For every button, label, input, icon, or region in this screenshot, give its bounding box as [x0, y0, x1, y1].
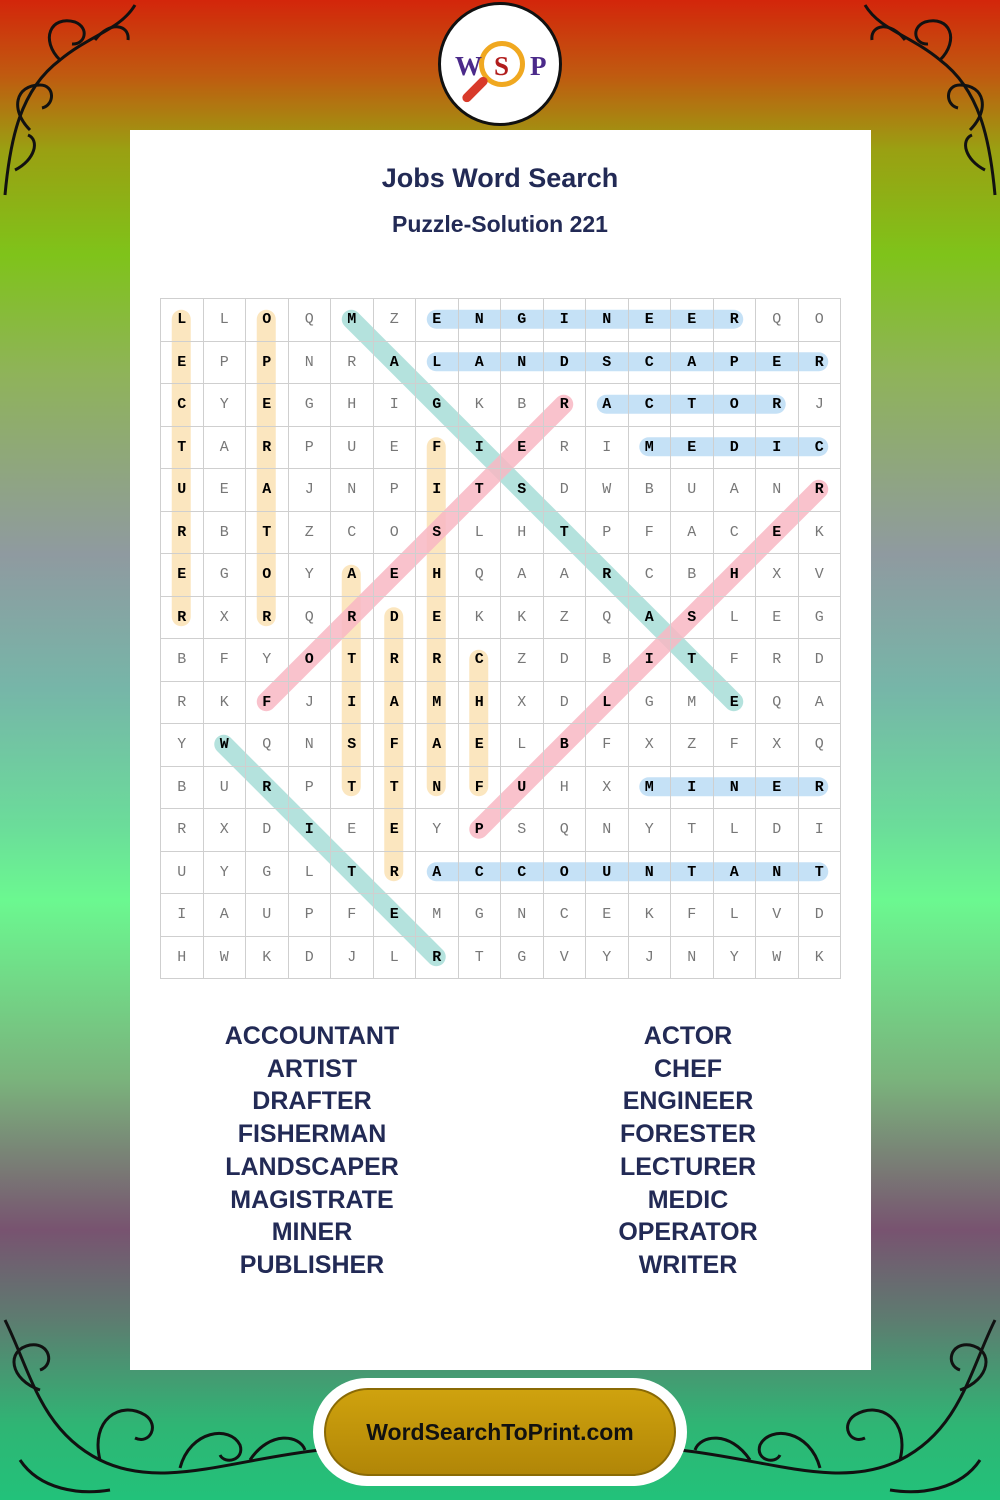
- grid-cell[interactable]: Q: [289, 597, 332, 640]
- grid-cell[interactable]: E: [671, 299, 714, 342]
- grid-cell[interactable]: T: [246, 512, 289, 555]
- grid-cell[interactable]: I: [374, 384, 417, 427]
- grid-cell[interactable]: E: [416, 299, 459, 342]
- grid-cell[interactable]: K: [459, 597, 502, 640]
- grid-cell[interactable]: N: [416, 767, 459, 810]
- grid-cell[interactable]: P: [374, 469, 417, 512]
- word-list-item: OPERATOR: [618, 1218, 758, 1247]
- word-list-item: FORESTER: [619, 1120, 757, 1149]
- grid-cell[interactable]: T: [161, 427, 204, 470]
- grid-cell[interactable]: Z: [671, 724, 714, 767]
- grid-cell[interactable]: O: [246, 554, 289, 597]
- grid-cell[interactable]: V: [756, 894, 799, 937]
- grid-cell[interactable]: K: [459, 384, 502, 427]
- grid-cell[interactable]: T: [331, 852, 374, 895]
- word-list-item: LANDSCAPER: [225, 1152, 399, 1181]
- grid-cell[interactable]: F: [459, 767, 502, 810]
- grid-cell[interactable]: A: [331, 554, 374, 597]
- grid-cell[interactable]: R: [416, 937, 459, 980]
- grid-cell[interactable]: E: [501, 427, 544, 470]
- grid-cell[interactable]: Q: [289, 299, 332, 342]
- grid-cell[interactable]: F: [586, 724, 629, 767]
- grid-cell[interactable]: V: [544, 937, 587, 980]
- grid-cell[interactable]: U: [246, 894, 289, 937]
- grid-cell[interactable]: E: [756, 512, 799, 555]
- grid-cell[interactable]: B: [671, 554, 714, 597]
- grid-cell[interactable]: R: [374, 639, 417, 682]
- grid-cell[interactable]: O: [289, 639, 332, 682]
- grid-cell[interactable]: U: [501, 767, 544, 810]
- grid-cell[interactable]: M: [671, 682, 714, 725]
- grid-cell[interactable]: K: [501, 597, 544, 640]
- word-list-right: [538, 1020, 838, 1282]
- grid-cell[interactable]: E: [756, 767, 799, 810]
- grid-cell[interactable]: X: [629, 724, 672, 767]
- grid-cell[interactable]: E: [459, 724, 502, 767]
- grid-cell[interactable]: B: [544, 724, 587, 767]
- grid-cell[interactable]: I: [289, 809, 332, 852]
- grid-cell[interactable]: Z: [501, 639, 544, 682]
- grid-cell[interactable]: A: [714, 469, 757, 512]
- grid-cell[interactable]: O: [544, 852, 587, 895]
- grid-cell[interactable]: G: [799, 597, 842, 640]
- grid-cell[interactable]: L: [289, 852, 332, 895]
- grid-cell[interactable]: E: [374, 427, 417, 470]
- grid-cell[interactable]: A: [544, 554, 587, 597]
- grid-cell[interactable]: U: [161, 469, 204, 512]
- grid-cell[interactable]: U: [586, 852, 629, 895]
- grid-cell[interactable]: P: [289, 767, 332, 810]
- grid-cell[interactable]: E: [416, 597, 459, 640]
- grid-cell[interactable]: L: [374, 937, 417, 980]
- grid-cell[interactable]: N: [289, 342, 332, 385]
- grid-cell[interactable]: C: [459, 852, 502, 895]
- grid-cell[interactable]: L: [586, 682, 629, 725]
- grid-cell[interactable]: E: [246, 384, 289, 427]
- grid-cell[interactable]: R: [331, 342, 374, 385]
- word-list-item: PUBLISHER: [239, 1250, 385, 1279]
- grid-cell[interactable]: P: [289, 894, 332, 937]
- grid-cell[interactable]: M: [416, 894, 459, 937]
- grid-cell[interactable]: A: [459, 342, 502, 385]
- grid-cell[interactable]: N: [586, 809, 629, 852]
- grid-cell[interactable]: U: [331, 427, 374, 470]
- grid-cell[interactable]: H: [416, 554, 459, 597]
- grid-cell[interactable]: E: [756, 342, 799, 385]
- grid-cell[interactable]: F: [629, 512, 672, 555]
- grid-cell[interactable]: Y: [161, 724, 204, 767]
- grid-cell[interactable]: N: [756, 852, 799, 895]
- grid-cell[interactable]: P: [204, 342, 247, 385]
- grid-cell[interactable]: E: [756, 597, 799, 640]
- grid-cell[interactable]: E: [374, 554, 417, 597]
- grid-cell[interactable]: D: [289, 937, 332, 980]
- grid-cell[interactable]: Q: [799, 724, 842, 767]
- grid-cell[interactable]: X: [756, 724, 799, 767]
- word-list-item: MINER: [271, 1218, 353, 1247]
- grid-cell[interactable]: E: [629, 299, 672, 342]
- grid-cell[interactable]: T: [671, 384, 714, 427]
- grid-cell[interactable]: A: [374, 682, 417, 725]
- grid-cell[interactable]: Y: [629, 809, 672, 852]
- grid-cell[interactable]: D: [544, 469, 587, 512]
- grid-cell[interactable]: H: [714, 554, 757, 597]
- grid-cell[interactable]: J: [799, 384, 842, 427]
- grid-cell[interactable]: G: [289, 384, 332, 427]
- grid-cell[interactable]: N: [459, 299, 502, 342]
- grid-cell[interactable]: D: [544, 342, 587, 385]
- grid-cell[interactable]: T: [459, 937, 502, 980]
- grid-cell[interactable]: J: [289, 469, 332, 512]
- word-list-item: FISHERMAN: [237, 1120, 387, 1149]
- puzzle-title: Jobs Word Search: [381, 163, 619, 193]
- grid-cell[interactable]: W: [756, 937, 799, 980]
- grid-cell[interactable]: A: [204, 427, 247, 470]
- grid-cell[interactable]: K: [246, 937, 289, 980]
- grid-cell[interactable]: O: [799, 299, 842, 342]
- grid-cell[interactable]: A: [501, 554, 544, 597]
- grid-cell[interactable]: C: [544, 894, 587, 937]
- grid-cell[interactable]: K: [799, 512, 842, 555]
- word-list-left: [162, 1020, 462, 1282]
- grid-cell[interactable]: I: [586, 427, 629, 470]
- wsp-logo: [438, 2, 562, 126]
- grid-cell[interactable]: R: [161, 512, 204, 555]
- grid-cell[interactable]: Q: [459, 554, 502, 597]
- grid-cell[interactable]: I: [756, 427, 799, 470]
- grid-cell[interactable]: Y: [416, 809, 459, 852]
- grid-cell[interactable]: Q: [544, 809, 587, 852]
- grid-cell[interactable]: I: [544, 299, 587, 342]
- grid-cell[interactable]: P: [459, 809, 502, 852]
- grid-cell[interactable]: D: [799, 639, 842, 682]
- grid-cell[interactable]: F: [331, 894, 374, 937]
- word-list-item: ARTIST: [266, 1054, 358, 1083]
- grid-cell[interactable]: R: [586, 554, 629, 597]
- grid-cell[interactable]: E: [714, 682, 757, 725]
- grid-cell[interactable]: N: [714, 767, 757, 810]
- grid-cell[interactable]: I: [416, 469, 459, 512]
- grid-cell[interactable]: C: [161, 384, 204, 427]
- grid-cell[interactable]: A: [714, 852, 757, 895]
- grid-cell[interactable]: A: [416, 724, 459, 767]
- grid-cell[interactable]: Y: [246, 639, 289, 682]
- grid-cell[interactable]: F: [246, 682, 289, 725]
- grid-cell[interactable]: O: [374, 512, 417, 555]
- grid-cell[interactable]: M: [416, 682, 459, 725]
- grid-cell[interactable]: S: [501, 809, 544, 852]
- grid-cell[interactable]: K: [799, 937, 842, 980]
- grid-cell[interactable]: E: [161, 554, 204, 597]
- grid-cell[interactable]: R: [799, 469, 842, 512]
- grid-cell[interactable]: M: [331, 299, 374, 342]
- grid-cell[interactable]: F: [714, 724, 757, 767]
- word-list-item: LECTURER: [619, 1152, 757, 1181]
- grid-cell[interactable]: R: [246, 767, 289, 810]
- grid-cell[interactable]: I: [799, 809, 842, 852]
- grid-cell[interactable]: C: [459, 639, 502, 682]
- word-list-item: MEDIC: [647, 1185, 729, 1214]
- logo-letter-p: P: [530, 51, 547, 81]
- grid-cell[interactable]: I: [459, 427, 502, 470]
- grid-cell[interactable]: B: [629, 469, 672, 512]
- grid-cell[interactable]: C: [714, 512, 757, 555]
- grid-cell[interactable]: F: [671, 894, 714, 937]
- grid-cell[interactable]: R: [161, 597, 204, 640]
- grid-cell[interactable]: C: [799, 427, 842, 470]
- grid-cell[interactable]: E: [671, 427, 714, 470]
- grid-cell[interactable]: E: [204, 469, 247, 512]
- grid-cell[interactable]: N: [629, 852, 672, 895]
- grid-cell[interactable]: R: [374, 852, 417, 895]
- grid-cell[interactable]: R: [246, 597, 289, 640]
- grid-cell[interactable]: C: [331, 512, 374, 555]
- logo-letter-s: S: [494, 51, 510, 81]
- grid-cell[interactable]: X: [501, 682, 544, 725]
- grid-cell[interactable]: C: [501, 852, 544, 895]
- grid-cell[interactable]: G: [501, 937, 544, 980]
- grid-cell[interactable]: P: [246, 342, 289, 385]
- grid-cell[interactable]: B: [161, 639, 204, 682]
- grid-cell[interactable]: A: [374, 342, 417, 385]
- grid-cell[interactable]: B: [501, 384, 544, 427]
- grid-cell[interactable]: D: [544, 682, 587, 725]
- grid-cell[interactable]: Q: [246, 724, 289, 767]
- grid-cell[interactable]: L: [714, 894, 757, 937]
- word-list-item: ENGINEER: [622, 1087, 754, 1116]
- grid-cell[interactable]: T: [459, 469, 502, 512]
- grid-cell[interactable]: R: [714, 299, 757, 342]
- grid-cell[interactable]: I: [671, 767, 714, 810]
- grid-cell[interactable]: R: [544, 427, 587, 470]
- grid-cell[interactable]: K: [629, 894, 672, 937]
- grid-cell[interactable]: D: [544, 639, 587, 682]
- grid-cell[interactable]: V: [799, 554, 842, 597]
- grid-cell[interactable]: C: [629, 384, 672, 427]
- grid-cell[interactable]: E: [374, 809, 417, 852]
- grid-cell[interactable]: D: [714, 427, 757, 470]
- grid-cell[interactable]: F: [374, 724, 417, 767]
- grid-cell[interactable]: A: [246, 469, 289, 512]
- grid-cell[interactable]: B: [204, 512, 247, 555]
- grid-cell[interactable]: G: [416, 384, 459, 427]
- grid-cell[interactable]: N: [586, 299, 629, 342]
- grid-cell[interactable]: S: [501, 469, 544, 512]
- grid-cell[interactable]: T: [544, 512, 587, 555]
- grid-cell[interactable]: R: [416, 639, 459, 682]
- grid-cell[interactable]: X: [756, 554, 799, 597]
- grid-cell[interactable]: A: [416, 852, 459, 895]
- word-list-item: WRITER: [638, 1250, 738, 1279]
- grid-cell[interactable]: L: [714, 597, 757, 640]
- grid-cell[interactable]: T: [331, 639, 374, 682]
- grid-cell[interactable]: N: [289, 724, 332, 767]
- grid-cell[interactable]: A: [586, 384, 629, 427]
- grid-cell[interactable]: G: [501, 299, 544, 342]
- grid-cell[interactable]: N: [331, 469, 374, 512]
- grid-cell[interactable]: K: [204, 682, 247, 725]
- grid-cell[interactable]: P: [586, 512, 629, 555]
- grid-cell[interactable]: U: [204, 767, 247, 810]
- grid-cell[interactable]: N: [501, 894, 544, 937]
- grid-cell[interactable]: S: [586, 342, 629, 385]
- grid-cell[interactable]: A: [671, 342, 714, 385]
- grid-cell[interactable]: T: [331, 767, 374, 810]
- grid-cell[interactable]: W: [204, 724, 247, 767]
- grid-cell[interactable]: Y: [204, 384, 247, 427]
- word-list-item: ACCOUNTANT: [224, 1022, 400, 1050]
- grid-cell[interactable]: B: [586, 639, 629, 682]
- grid-cell[interactable]: N: [501, 342, 544, 385]
- grid-cell[interactable]: U: [161, 852, 204, 895]
- grid-cell[interactable]: P: [289, 427, 332, 470]
- grid-cell[interactable]: E: [331, 809, 374, 852]
- grid-cell[interactable]: I: [331, 682, 374, 725]
- grid-cell[interactable]: G: [629, 682, 672, 725]
- grid-cell[interactable]: X: [204, 809, 247, 852]
- grid-cell[interactable]: C: [629, 554, 672, 597]
- grid-cell[interactable]: J: [289, 682, 332, 725]
- grid-cell[interactable]: T: [671, 639, 714, 682]
- grid-cell[interactable]: R: [246, 427, 289, 470]
- grid-cell[interactable]: Y: [586, 937, 629, 980]
- grid-cell[interactable]: D: [799, 894, 842, 937]
- grid-cell[interactable]: I: [629, 639, 672, 682]
- grid-cell[interactable]: O: [714, 384, 757, 427]
- grid-cell[interactable]: L: [416, 342, 459, 385]
- grid-cell[interactable]: C: [629, 342, 672, 385]
- grid-cell[interactable]: R: [799, 342, 842, 385]
- website-link-button[interactable]: WordSearchToPrint.com: [324, 1388, 676, 1476]
- grid-cell[interactable]: D: [374, 597, 417, 640]
- word-list-item: MAGISTRATE: [230, 1185, 394, 1214]
- grid-cell[interactable]: G: [204, 554, 247, 597]
- grid-cell[interactable]: S: [671, 597, 714, 640]
- word-list-item: DRAFTER: [252, 1087, 372, 1116]
- puzzle-subtitle: Puzzle-Solution 221: [392, 211, 608, 237]
- grid-cell[interactable]: N: [671, 937, 714, 980]
- grid-cell[interactable]: H: [544, 767, 587, 810]
- grid-cell[interactable]: F: [714, 639, 757, 682]
- grid-cell[interactable]: T: [374, 767, 417, 810]
- grid-cell[interactable]: A: [671, 512, 714, 555]
- grid-cell[interactable]: Y: [289, 554, 332, 597]
- grid-cell[interactable]: Q: [756, 299, 799, 342]
- letter-grid: [160, 298, 841, 979]
- grid-cell[interactable]: H: [331, 384, 374, 427]
- grid-cell[interactable]: L: [501, 724, 544, 767]
- grid-cell[interactable]: P: [714, 342, 757, 385]
- grid-cell[interactable]: R: [331, 597, 374, 640]
- grid-cell[interactable]: G: [459, 894, 502, 937]
- grid-cell[interactable]: L: [204, 299, 247, 342]
- grid-cell[interactable]: E: [586, 894, 629, 937]
- grid-cell[interactable]: G: [246, 852, 289, 895]
- grid-cell[interactable]: S: [416, 512, 459, 555]
- grid-cell[interactable]: A: [204, 894, 247, 937]
- grid-cell[interactable]: T: [799, 852, 842, 895]
- grid-cell[interactable]: J: [629, 937, 672, 980]
- grid-cell[interactable]: J: [331, 937, 374, 980]
- grid-cell[interactable]: F: [204, 639, 247, 682]
- grid-cell[interactable]: N: [756, 469, 799, 512]
- grid-cell[interactable]: X: [204, 597, 247, 640]
- grid-cell[interactable]: Z: [289, 512, 332, 555]
- grid-cell[interactable]: D: [246, 809, 289, 852]
- word-list-item: ACTOR: [643, 1022, 733, 1050]
- grid-cell[interactable]: R: [756, 639, 799, 682]
- grid-cell[interactable]: I: [161, 894, 204, 937]
- grid-cell[interactable]: U: [671, 469, 714, 512]
- grid-cell[interactable]: Z: [544, 597, 587, 640]
- grid-cell[interactable]: H: [459, 682, 502, 725]
- grid-cell[interactable]: X: [586, 767, 629, 810]
- grid-cell[interactable]: L: [459, 512, 502, 555]
- grid-cell[interactable]: W: [204, 937, 247, 980]
- grid-cell[interactable]: E: [374, 894, 417, 937]
- grid-cell[interactable]: O: [246, 299, 289, 342]
- grid-cell[interactable]: E: [161, 342, 204, 385]
- word-list-item: CHEF: [653, 1054, 723, 1083]
- grid-cell[interactable]: M: [629, 427, 672, 470]
- grid-cell[interactable]: H: [161, 937, 204, 980]
- grid-cell[interactable]: T: [671, 809, 714, 852]
- grid-cell[interactable]: L: [161, 299, 204, 342]
- grid-cell[interactable]: W: [586, 469, 629, 512]
- grid-cell[interactable]: Q: [756, 682, 799, 725]
- grid-cell[interactable]: R: [161, 682, 204, 725]
- grid-cell[interactable]: Q: [586, 597, 629, 640]
- grid-cell[interactable]: H: [501, 512, 544, 555]
- grid-cell[interactable]: Z: [374, 299, 417, 342]
- grid-cell[interactable]: A: [629, 597, 672, 640]
- grid-cell[interactable]: Y: [714, 937, 757, 980]
- grid-cell[interactable]: F: [416, 427, 459, 470]
- grid-cell[interactable]: M: [629, 767, 672, 810]
- grid-cell[interactable]: R: [756, 384, 799, 427]
- grid-cell[interactable]: S: [331, 724, 374, 767]
- grid-cell[interactable]: A: [799, 682, 842, 725]
- grid-cell[interactable]: D: [756, 809, 799, 852]
- grid-cell[interactable]: R: [799, 767, 842, 810]
- grid-cell[interactable]: T: [671, 852, 714, 895]
- grid-cell[interactable]: R: [544, 384, 587, 427]
- grid-cell[interactable]: Y: [204, 852, 247, 895]
- logo-letter-w: W: [455, 51, 482, 81]
- grid-cell[interactable]: B: [161, 767, 204, 810]
- grid-cell[interactable]: R: [161, 809, 204, 852]
- grid-cell[interactable]: L: [714, 809, 757, 852]
